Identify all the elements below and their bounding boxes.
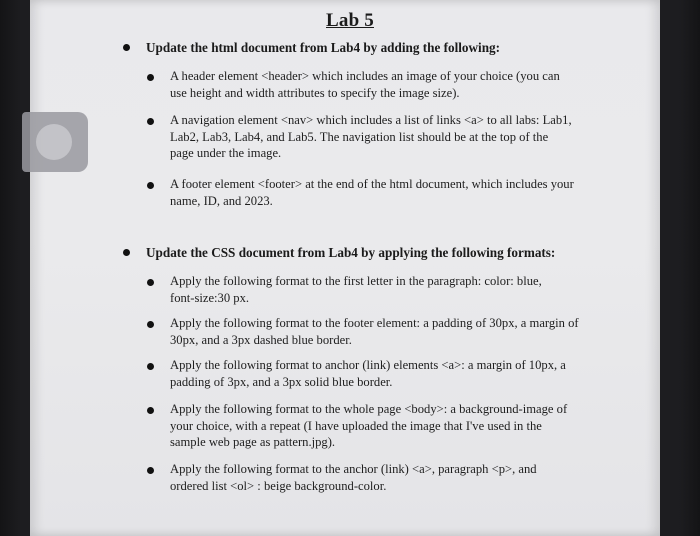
list-bullet bbox=[147, 118, 154, 125]
document-title: Lab 5 bbox=[326, 10, 374, 31]
list-bullet bbox=[147, 321, 154, 328]
list-item-footer: A footer element <footer> at the end of the html document, which includes your name, ID, and 2023. bbox=[170, 177, 574, 208]
list-bullet bbox=[147, 467, 154, 474]
list-item-body-format: Apply the following format to the whole page <body>: a background-image of your choice, with a repeat (I have uploaded the image that I've used in the sample web page as pattern.jpg). bbox=[170, 402, 568, 449]
list-bullet bbox=[147, 182, 154, 189]
list-bullet bbox=[147, 74, 154, 81]
list-bullet bbox=[147, 363, 154, 370]
list-bullet bbox=[147, 407, 154, 414]
section-bullet bbox=[123, 44, 130, 51]
list-item-anchor-format: Apply the following format to anchor (link) elements <a>: a margin of 10px, a padding of 3px, and a 3px solid blue border. bbox=[170, 358, 566, 389]
section-heading-html: Update the html document from Lab4 by adding the following: bbox=[146, 40, 501, 55]
list-bullet bbox=[147, 279, 154, 286]
list-item-first-letter: Apply the following format to the first letter in the paragraph: color: blue, font-size:30 px. bbox=[170, 274, 542, 305]
section-bullet bbox=[123, 249, 130, 256]
list-item-nav: A navigation element <nav> which includes a list of links <a> to all labs: Lab1, Lab2, Lab3, Lab4, and Lab5. The navigation list should be at the top of the page under the image. bbox=[170, 113, 572, 160]
list-item-footer-format: Apply the following format to the footer element: a padding of 30px, a margin of 30px, and a 3px dashed blue border. bbox=[170, 316, 579, 347]
list-item-beige-format: Apply the following format to the anchor (link) <a>, paragraph <p>, and ordered list <ol> : beige background-color. bbox=[170, 462, 537, 493]
section-heading-css: Update the CSS document from Lab4 by applying the following formats: bbox=[146, 245, 556, 260]
list-item-header: A header element <header> which includes an image of your choice (you can use height and width attributes to specify the image size). bbox=[170, 69, 560, 100]
